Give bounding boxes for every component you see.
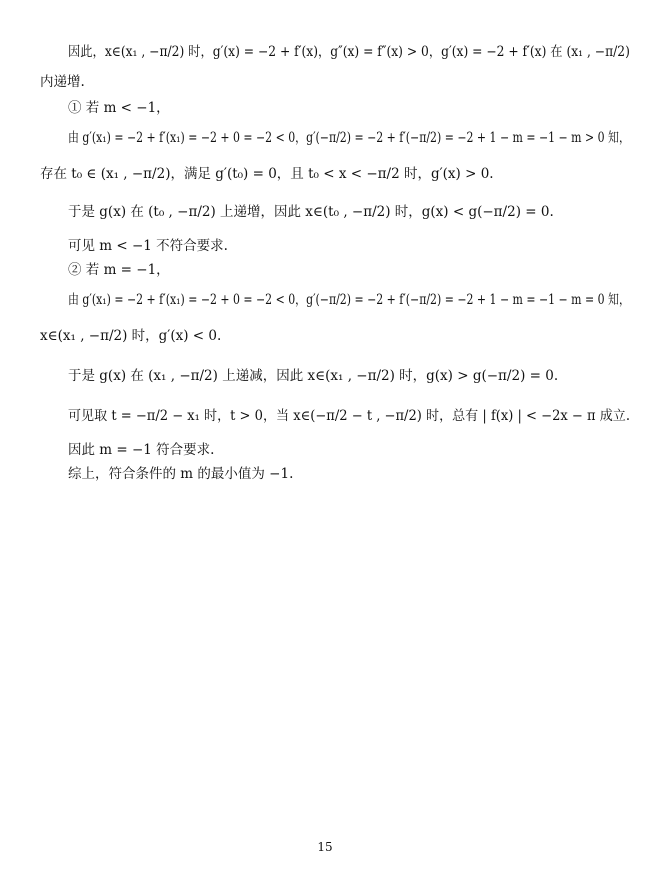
solution-line-12: 可见取 t = −π/2 − x₁ 时，t > 0，当 x∈(−π/2 − t , −π/2) 时，总有 | f(x) | < −2x − π 成立.	[68, 408, 630, 424]
case-1-heading: ① 若 m < −1，	[68, 100, 170, 116]
solution-line-5: 存在 t₀ ∈ (x₁ , −π/2)，满足 g′(t₀) = 0，且 t₀ < x < −π/2 时，g′(x) > 0.	[40, 166, 494, 182]
conclusion-line: 综上，符合条件的 m 的最小值为 −1.	[68, 466, 294, 482]
solution-line-9: 由 g′(x₁) = −2 + f′(x₁) = −2 + 0 = −2 < 0，g′(−π/2) = −2 + f′(−π/2) = −2 + 1 − m = −1 − m = 0 知，	[68, 292, 630, 308]
solution-line-11: 于是 g(x) 在 (x₁ , −π/2) 上递减，因此 x∈(x₁ , −π/2) 时，g(x) > g(−π/2) = 0.	[68, 368, 559, 384]
solution-line-4: 由 g′(x₁) = −2 + f′(x₁) = −2 + 0 = −2 < 0，g′(−π/2) = −2 + f′(−π/2) = −2 + 1 − m = −1 − m > 0 知，	[68, 130, 630, 146]
page-number: 15	[317, 840, 333, 854]
solution-line-2: 内递增.	[40, 74, 85, 90]
solution-line-10: x∈(x₁ , −π/2) 时，g′(x) < 0.	[40, 328, 222, 344]
solution-line-7: 可见 m < −1 不符合要求.	[68, 238, 228, 254]
case-2-heading: ② 若 m = −1，	[68, 262, 170, 278]
solution-line-6: 于是 g(x) 在 (t₀ , −π/2) 上递增，因此 x∈(t₀ , −π/2) 时，g(x) < g(−π/2) = 0.	[68, 204, 554, 220]
solution-line-1: 因此，x∈(x₁ , −π/2) 时，g′(x) = −2 + f′(x)，g″(x) = f″(x) > 0，g′(x) = −2 + f′(x) 在 (x₁ , −π/2)	[68, 44, 630, 60]
solution-line-13: 因此 m = −1 符合要求.	[68, 442, 215, 458]
